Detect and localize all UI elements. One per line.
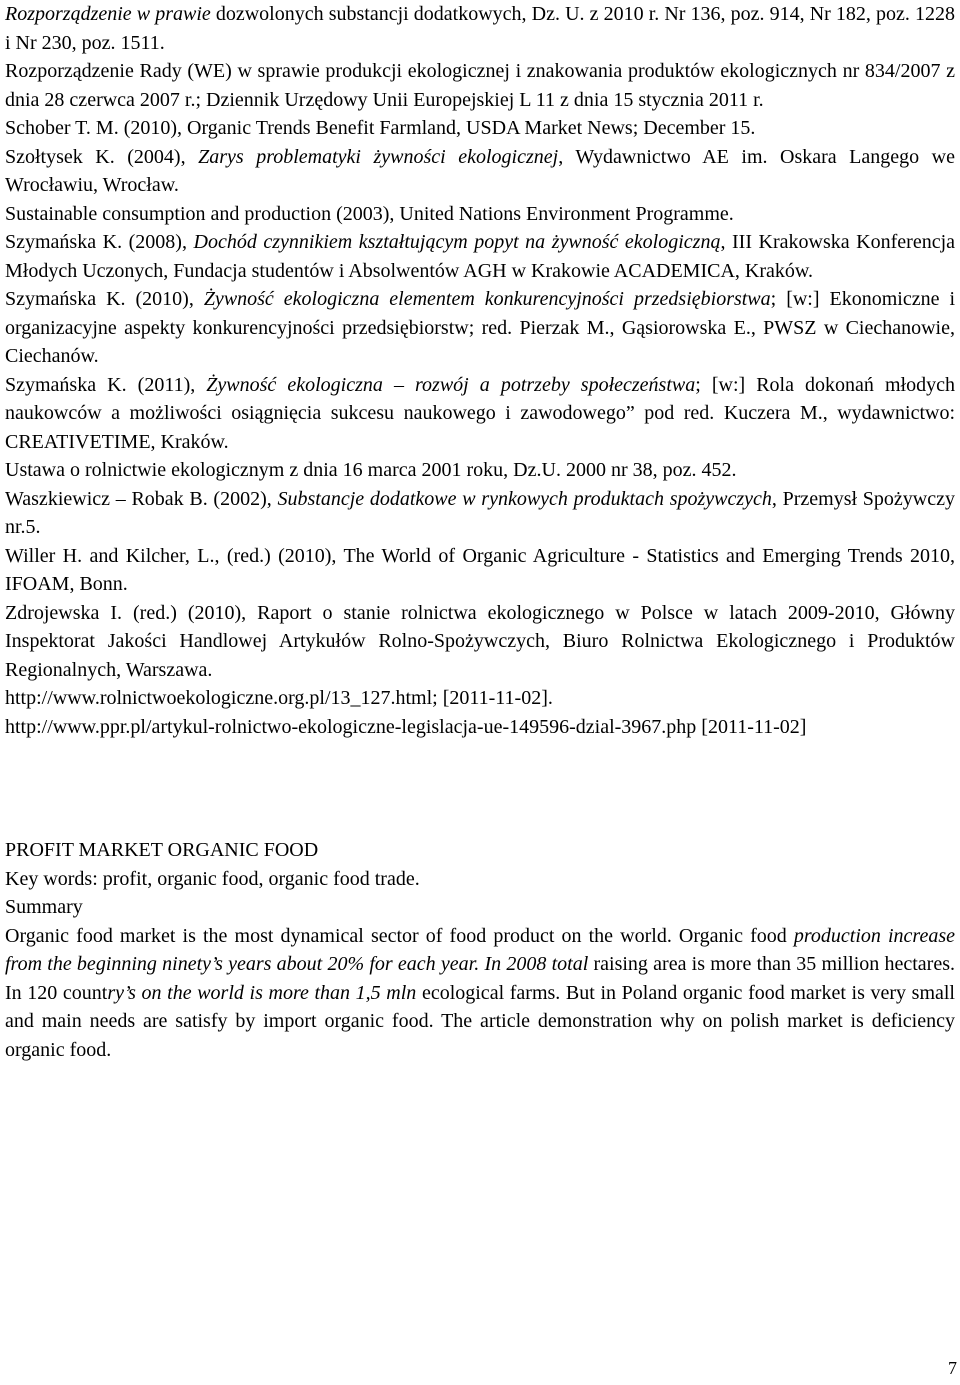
italic-text-run: ry’s on the world is more than 1,5 mln [107, 981, 417, 1004]
text-run: Organic food market is the most dynamical sector of food product on the world. Organic food [5, 924, 794, 947]
reference-entry [5, 228, 955, 285]
text-run: Willer H. and Kilcher, L., (red.) (2010), The World of Organic Agriculture - Statistics and Emerging Trends 2010, IFOAM, Bonn. [5, 544, 955, 595]
text-run: Szymańska K. (2010), [5, 288, 204, 310]
abstract-section [5, 836, 955, 1064]
text-run: http://www.rolnictwoekologiczne.org.pl/13_127.html; [2011-11-02]. [5, 687, 553, 709]
italic-text-run: Żywność ekologiczna – rozwój a potrzeby społeczeństwa [206, 373, 696, 396]
reference-entry [5, 456, 955, 485]
text-run: Zdrojewska I. (red.) (2010), Raport o stanie rolnictwa ekologicznego w Polsce w latach 2009-2010, Główny Inspektorat Jakości Handlowej Artykułów Rolno-Spożywczych, Biuro Rolnictwa Ekologicznego i Produktów Regionalnych, Warszawa. [5, 601, 955, 681]
reference-entry [5, 599, 955, 685]
text-run: Rozporządzenie Rady (WE) w sprawie produkcji ekologicznej i znakowania produktów ekologicznych nr 834/2007 z dnia 28 czerwca 2007 r.; Dziennik Urzędowy Unii Europejskiej L 11 z dnia 15 stycznia 2011 r. [5, 60, 955, 111]
summary-text [5, 922, 955, 1065]
reference-entry [5, 713, 955, 742]
reference-entry [5, 57, 955, 114]
text-run: dozwolonych substancji dodatkowych, Dz. U. z 2010 r. Nr 136, poz. 914, Nr 182, poz. 1228 i Nr 230, poz. 1511. [5, 3, 956, 54]
text-run: Schober T. M. (2010), Organic Trends Benefit Farmland, USDA Market News; December 15. [5, 117, 756, 139]
reference-entry [5, 114, 955, 143]
italic-text-run: Zarys problematyki żywności ekologicznej [198, 145, 559, 168]
reference-entry [5, 371, 955, 457]
text-run: Waszkiewicz – Robak B. (2002), [5, 487, 278, 510]
italic-text-run: Rozporządzenie w prawie [5, 3, 211, 25]
text-run: , Wydawnictwo AE im. Oskara Langego we Wrocławiu, Wrocław. [5, 145, 955, 196]
italic-text-run: Substancje dodatkowe w rynkowych produktach spożywczych [277, 487, 772, 510]
page-number: 7 [948, 1358, 957, 1378]
text-run: , III Krakowska Konferencja Młodych Uczonych, Fundacja studentów i Absolwentów AGH w Krakowie ACADEMICA, Kraków. [5, 231, 956, 282]
text-run: Szymańska K. (2008), [5, 231, 194, 253]
text-run: http://www.ppr.pl/artykul-rolnictwo-ekologiczne-legislacja-ue-149596-dzial-3967.php [2011-11-02] [5, 715, 807, 738]
keywords-line: Key words: profit, organic food, organic food trade. [5, 867, 420, 890]
abstract-title: PROFIT MARKET ORGANIC FOOD [5, 839, 319, 861]
text-run: , Przemysł Spożywczy nr.5. [5, 487, 955, 538]
reference-entry [5, 542, 955, 599]
text-run: ecological farms. But in Poland organic food market is very small and main needs are satisfy by import organic food. The article demonstration why on polish market is deficiency organic food. [5, 981, 955, 1061]
text-run: ; [w:] Rola dokonań młodych naukowców a możliwości osiągnięcia sukcesu naukowego i zawodowego” pod red. Kuczera M., wydawnictwo: CREATIVETIME, Kraków. [5, 373, 955, 453]
text-run: Ustawa o rolnictwie ekologicznym z dnia 16 marca 2001 roku, Dz.U. 2000 nr 38, poz. 452. [5, 459, 737, 481]
reference-entry [5, 285, 955, 371]
reference-entry [5, 143, 955, 200]
text-run: Szymańska K. (2011), [5, 373, 207, 396]
italic-text-run: Żywność ekologiczna elementem konkurencyjności przedsiębiorstwa [203, 288, 771, 310]
text-run: Szołtysek K. (2004), [5, 145, 199, 168]
reference-entry [5, 485, 955, 542]
text-run: raising area is more than 35 million hectares. In 120 count [5, 953, 955, 1004]
reference-entry [5, 200, 955, 229]
references-list [5, 0, 955, 741]
summary-heading: Summary [5, 896, 83, 918]
italic-text-run: Dochód czynnikiem kształtującym popyt na żywność ekologiczną [193, 231, 721, 253]
italic-text-run: production increase from the beginning ninety’s years about 20% for each year. In 2008 total [5, 924, 956, 975]
text-run: Sustainable consumption and production (2003), United Nations Environment Programme. [5, 202, 734, 225]
text-run: ; [w:] Ekonomiczne i organizacyjne aspekty konkurencyjności przedsiębiorstw; red. Pierzak M., Gąsiorowska E., PWSZ w Ciechanowie, Ciechanów. [5, 288, 955, 367]
reference-entry [5, 0, 955, 57]
reference-entry [5, 684, 955, 713]
